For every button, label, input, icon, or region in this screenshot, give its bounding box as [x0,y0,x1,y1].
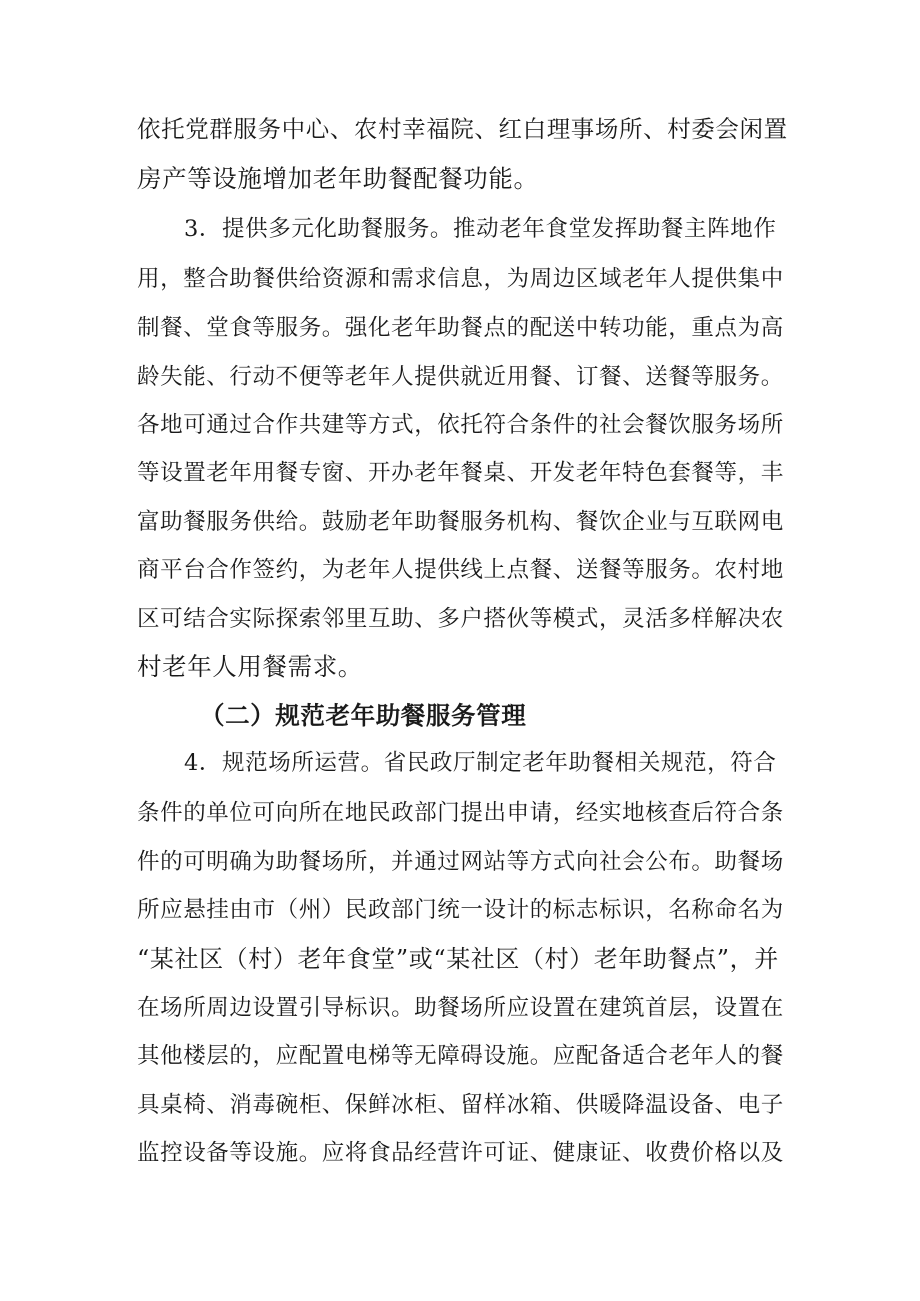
paragraph-line: 在场所周边设置引导标识。助餐场所应设置在建筑首层，设置在 [137,995,784,1021]
paragraph-line: 区可结合实际探索邻里互助、多户搭伙等模式，灵活多样解决农 [137,606,784,632]
section-heading: （二）规范老年助餐服务管理 [200,701,527,730]
paragraph-line: 用，整合助餐供给资源和需求信息，为周边区域老年人提供集中 [137,266,784,292]
paragraph-line: 件的可明确为助餐场所，并通过网站等方式向社会公布。助餐场 [137,849,784,875]
paragraph-line: 4．规范场所运营。省民政厅制定老年助餐相关规范，符合 [184,750,777,776]
paragraph-line: 所应悬挂由市（州）民政部门统一设计的标志标识，名称命名为 [137,897,784,923]
paragraph-line: 商平台合作签约，为老年人提供线上点餐、送餐等服务。农村地 [137,557,784,583]
paragraph-line: 龄失能、行动不便等老年人提供就近用餐、订餐、送餐等服务。 [137,364,784,390]
paragraph-line: 条件的单位可向所在地民政部门提出申请，经实地核查后符合条 [137,800,784,826]
paragraph-line: 其他楼层的，应配置电梯等无障碍设施。应配备适合老年人的餐 [137,1043,784,1069]
paragraph-line: 各地可通过合作共建等方式，依托符合条件的社会餐饮服务场所 [137,412,784,438]
paragraph-line: 监控设备等设施。应将食品经营许可证、健康证、收费价格以及 [137,1140,784,1166]
paragraph-line: 富助餐服务供给。鼓励老年助餐服务机构、餐饮企业与互联网电 [137,509,784,535]
paragraph-line: 等设置老年用餐专窗、开办老年餐桌、开发老年特色套餐等，丰 [137,460,784,486]
paragraph-line: “某社区（村）老年食堂”或“某社区（村）老年助餐点”，并 [137,945,779,973]
paragraph-line: 依托党群服务中心、农村幸福院、红白理事场所、村委会闲置 [137,115,788,143]
paragraph-line: 具桌椅、消毒碗柜、保鲜冰柜、留样冰箱、供暖降温设备、电子 [137,1092,784,1118]
paragraph-line: 制餐、堂食等服务。强化老年助餐点的配送中转功能，重点为高 [137,315,784,341]
paragraph-line: 房产等设施增加老年助餐配餐功能。 [137,164,539,193]
paragraph-line: 3．提供多元化助餐服务。推动老年食堂发挥助餐主阵地作 [184,216,777,242]
paragraph-line: 村老年人用餐需求。 [137,652,363,681]
